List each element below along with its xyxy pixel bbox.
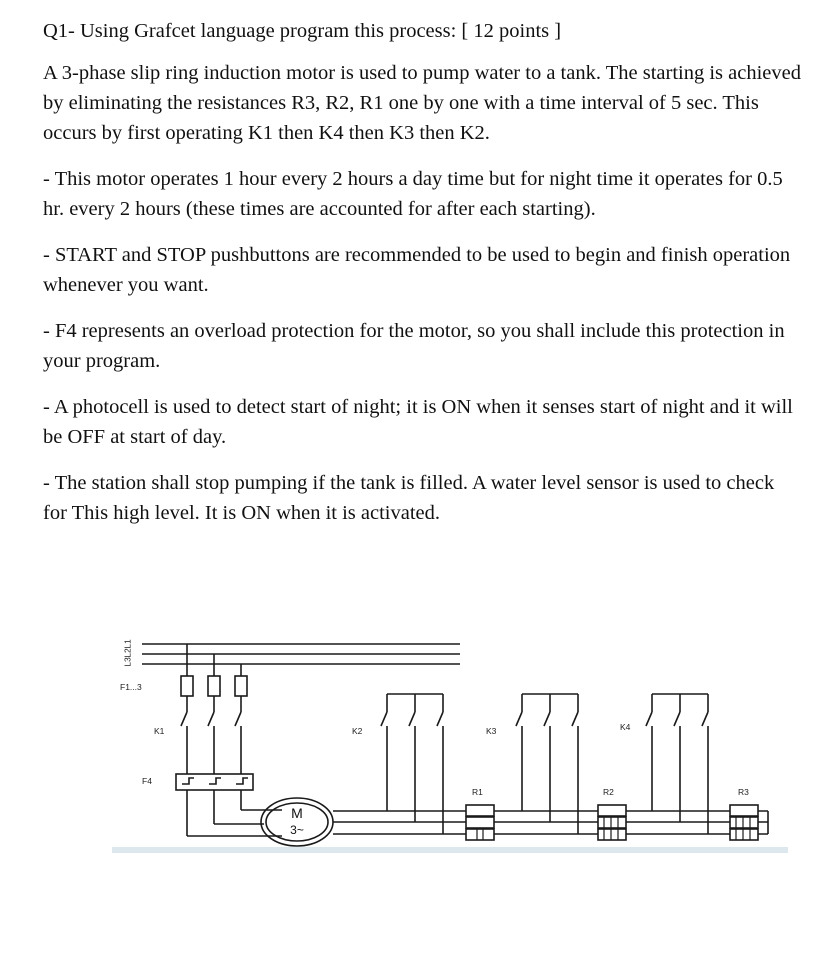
contactor-label-k1: K1 — [154, 726, 165, 736]
overload-label: F4 — [142, 776, 152, 786]
line-label-l3: L3 — [122, 657, 133, 667]
motor-phase: 3~ — [290, 823, 304, 837]
paragraph-operation-schedule: - This motor operates 1 hour every 2 hours a day time but for night time it operates for 0.5 hr. every 2 hours (these times are accounted for after each starting). — [43, 168, 783, 220]
fuse-label: F1...3 — [120, 682, 142, 692]
motor-symbol: M — [291, 805, 303, 821]
line-label-l2: L2 — [122, 648, 133, 658]
line-label-l1: L1 — [122, 639, 133, 649]
paragraph-start-stop: - START and STOP pushbuttons are recommended to be used to begin and finish operation whenever you want. — [43, 244, 791, 296]
resistor-label-r1: R1 — [472, 787, 483, 797]
paragraph-overload: - F4 represents an overload protection for the motor, so you shall include this protection in your program. — [43, 320, 785, 372]
contactor-label-k3: K3 — [486, 726, 497, 736]
question-document — [43, 16, 803, 544]
paragraph-photocell: - A photocell is used to detect start of night; it is ON when it senses start of night and it will be OFF at start of day. — [43, 396, 793, 448]
contactor-label-k4: K4 — [620, 722, 631, 732]
question-title: Q1- Using Grafcet language program this process: [ 12 points ] — [43, 20, 562, 42]
contactor-label-k2: K2 — [352, 726, 363, 736]
paragraph-motor-description: A 3-phase slip ring induction motor is used to pump water to a tank. The starting is achieved by eliminating the resistances R3, R2, R1 one by one with a time interval of 5 sec. This occurs by first operating K1 then K4 then K3 then K2. — [43, 62, 801, 144]
resistor-label-r3: R3 — [738, 787, 749, 797]
circuit-diagram — [112, 634, 788, 856]
paragraph-level-sensor: - The station shall stop pumping if the tank is filled. A water level sensor is used to check for This high level. It is ON when it is activated. — [43, 472, 775, 524]
resistor-label-r2: R2 — [603, 787, 614, 797]
